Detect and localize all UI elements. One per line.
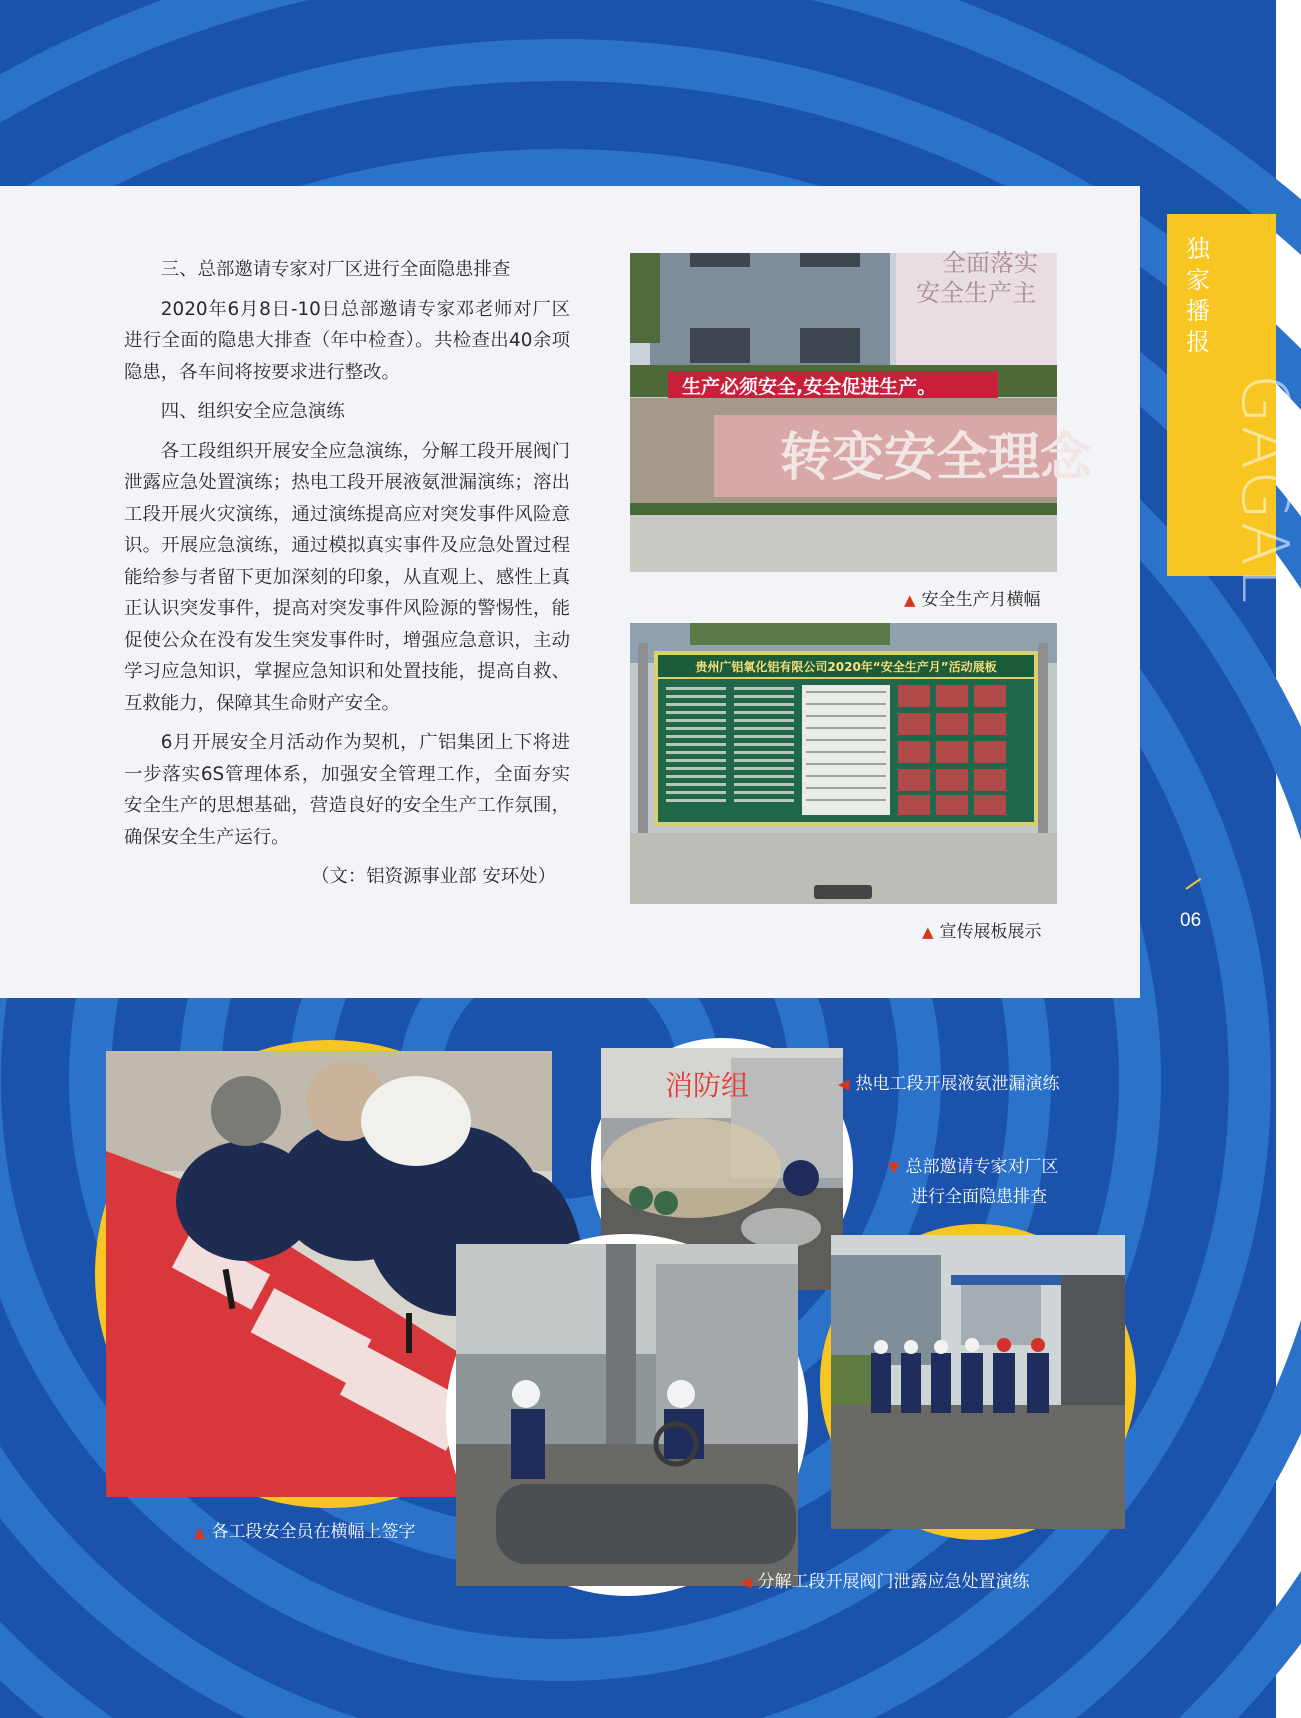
- caption-ammonia-text: 热电工段开展液氨泄漏演练: [855, 1074, 1060, 1094]
- caption-ammonia-drill: [838, 1069, 1060, 1094]
- wall-sign-top-2: 安全生产主: [916, 279, 1036, 307]
- section-tab-title: 独家播报: [1186, 235, 1210, 356]
- caption-banner-text: 安全生产月横幅: [921, 590, 1041, 610]
- triangle-down-icon: ▼: [888, 1158, 900, 1176]
- triangle-left-icon: ◀: [838, 1075, 850, 1093]
- triangle-left-icon: ◀: [740, 1573, 752, 1591]
- article-paragraph: 2020年6月8日-10日总部邀请专家邓老师对厂区进行全面的隐患大排查（年中检查）。共检查出40余项隐患，各车间将按要求进行整改。: [124, 298, 570, 383]
- caption-signing: [194, 1517, 416, 1542]
- fire-group-sign: 消防组: [665, 1069, 750, 1102]
- wall-slogan: 转变安全理念: [780, 428, 1093, 488]
- board-title: 贵州广铝氧化铝有限公司2020年“安全生产月”活动展板: [695, 660, 997, 674]
- valve-drill-circle: [446, 1234, 808, 1596]
- article-credit: （文：铝资源事业部 安环处）: [311, 866, 556, 887]
- caption-banner: [904, 585, 1041, 610]
- caption-valve-drill: [740, 1567, 1030, 1592]
- caption-signing-text: 各工段安全员在横幅上签字: [211, 1522, 416, 1542]
- section-heading-4: 四、组织安全应急演练: [160, 401, 345, 422]
- caption-board: [922, 917, 1042, 942]
- triangle-up-icon: ▲: [194, 1523, 206, 1541]
- safety-banner-photo: [630, 249, 1093, 572]
- display-board-photo: [630, 623, 1057, 904]
- caption-inspection: [888, 1152, 1059, 1212]
- section-tab: [1167, 214, 1301, 606]
- article-paragraph: 各工段组织开展安全应急演练，分解工段开展阀门泄露应急处置演练；热电工段开展液氨泄漏演练；溶出工段开展火灾演练，通过演练提高应对突发事件风险意识。开展应急演练，通过模拟真实事件及应急处置过程能给参与者留下更加深刻的印象，从直观上、感性上真正认识突发事件，提高对突发事件风险源的警惕性，能促使公众在没有发生突发事件时，增强应急意识，主动学习应急知识，掌握应急知识和处置技能，提高自救、互救能力，保障其生命财产安全。: [124, 440, 570, 714]
- triangle-up-icon: ▲: [922, 923, 934, 941]
- article-paragraph: 6月开展安全月活动作为契机，广铝集团上下将进一步落实6S管理体系，加强安全管理工作，全面夯实安全生产的思想基础，营造良好的安全生产工作氛围，确保安全生产运行。: [124, 732, 570, 848]
- caption-board-text: 宣传展板展示: [939, 922, 1042, 942]
- caption-inspection-line1: 总部邀请专家对厂区: [905, 1157, 1059, 1177]
- caption-inspection-line2: 进行全面隐患排查: [911, 1187, 1047, 1207]
- article-body: [124, 254, 570, 901]
- section-heading-3: 三、总部邀请专家对厂区进行全面隐患排查: [160, 259, 511, 280]
- page-number: 06: [1180, 910, 1202, 931]
- inspection-circle: [820, 1224, 1136, 1540]
- red-safety-banner: 生产必须安全,安全促进生产。: [682, 376, 937, 398]
- triangle-up-icon: ▲: [904, 591, 916, 609]
- wall-sign-top-1: 全面落实: [942, 249, 1038, 277]
- caption-valve-text: 分解工段开展阀门泄露应急处置演练: [757, 1572, 1030, 1592]
- section-tab-logo-text: GAGAL: [1227, 374, 1301, 606]
